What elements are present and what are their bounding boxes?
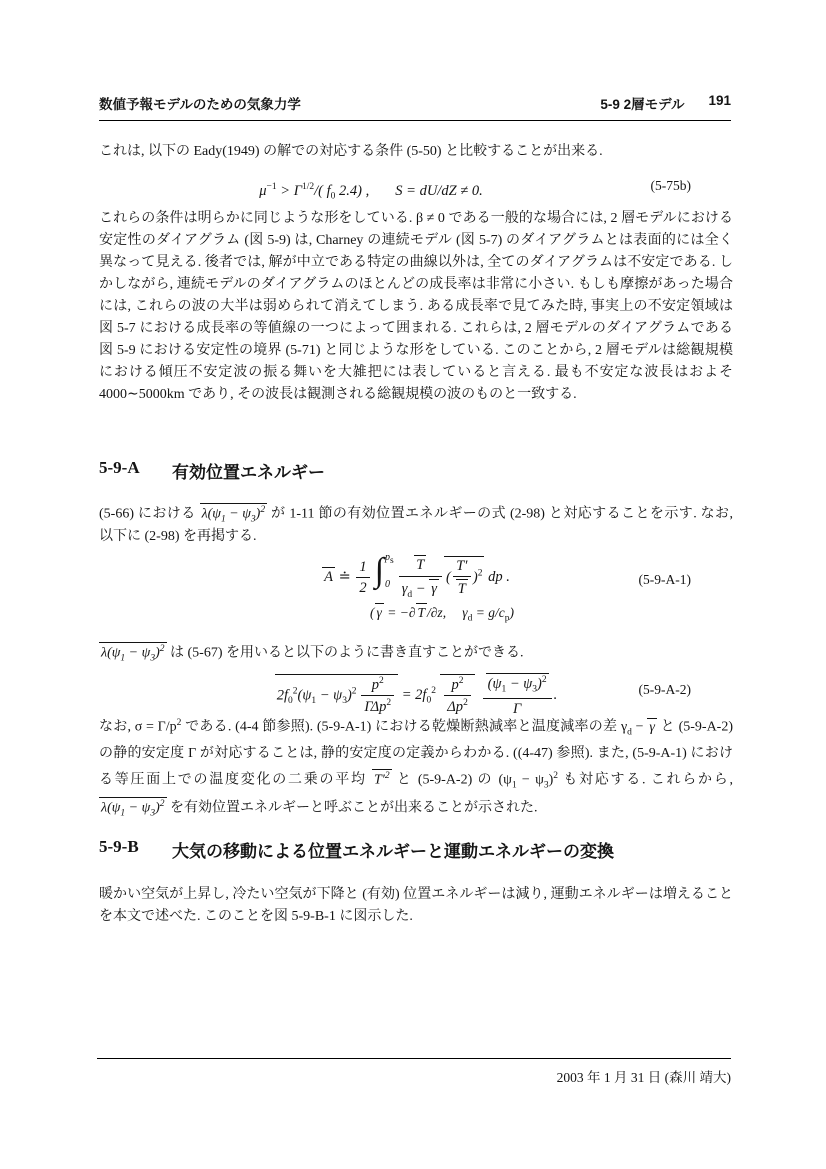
- section-b-title: 大気の移動による位置エネルギーと運動エネルギーの変換: [172, 842, 614, 861]
- equation-5-9-a-1-column: [99, 552, 733, 624]
- page-header: [99, 93, 731, 121]
- section-a-paragraph-3: なお, $\sigma = \Gamma/p^2$ である. (4-4 節参照). (5-9-A-1) における乾燥断熱減率と温度減率の差 $\gamma_d - \gamma$ と (5-9-A-2) の静的安定度 Γ が対応することは, 静的安定度の定義からわかる. ((4-47) 参照). また, (5-9-A-1) における等圧面上での温度変化の二乗の平均 $T'^2$ と (5-9-A-2) の $(\psi_1 - \psi_3)^2$ も対応する. これらから, $\lambda(\psi_1 - \psi_3)^2$ を有効位置エネルギーと呼ぶことが出来ることが示された.: [99, 718, 737, 819]
- book-title: 数値予報モデルのための気象力学: [99, 97, 301, 112]
- equation-5-9-a-2-math: $2f_0^2(\psi_1 - \psi_3)^2$ $\frac{p^2}{\Gamma\Delta p^2}$ = $2f_0^2$ $\frac{p^2}{\Delta p^2}$ $\frac{(\psi_1 - \psi_3)^2}{\Gamma}$ .: [276, 675, 558, 717]
- section-b-paragraph-1: 暖かい空気が上昇し, 冷たい空気が下降と (有効) 位置エネルギーは減り, 運動エネルギーは増えることを本文で述べた. このことを図 5-9-B-1 に図示した.: [99, 887, 733, 924]
- section-a-paragraph-1: (5-66) における $\lambda(\psi_1 - \psi_3)^2$ が 1-11 節の有効位置エネルギーの式 (2-98) と対応することを示す. なお, 以下に (2-98) を再掲する.: [99, 505, 737, 544]
- section-a-number: 5-9-A: [99, 458, 140, 477]
- page-number: 191: [708, 93, 731, 108]
- footer-date-author: 2003 年 1 月 31 日 (森川 靖大): [556, 1070, 731, 1085]
- section-a-heading: [99, 458, 733, 483]
- equation-5-9-a-2-tag: (5-9-A-2): [638, 682, 691, 697]
- header-right: [600, 93, 731, 113]
- equation-5-9-a-1: [99, 552, 733, 624]
- page-footer: [99, 1066, 731, 1086]
- equation-5-9-a-1-condition: ( γ = −∂ T /∂z, $\gamma_d = g/c_p$): [370, 605, 514, 625]
- equation-5-9-a-1-tag: (5-9-A-1): [638, 572, 691, 587]
- equation-5-75b-tag: (5-75b): [650, 178, 691, 193]
- equation-5-75b: [99, 172, 733, 202]
- section-a-title: 有効位置エネルギー: [172, 463, 325, 482]
- section-b-heading: [99, 837, 733, 862]
- equation-5-75b-math: $\mu^{-1} > \Gamma^{1/2}/$( $f_0$ 2.4) , S = dU/dZ ≠ 0.: [259, 182, 483, 202]
- intro-paragraph-1: これは, 以下の Eady(1949) の解での対応する条件 (5-50) と比較することが出来る.: [99, 144, 603, 159]
- intro-paragraph-2: これらの条件は明らかに同じような形をしている. β ≠ 0 である一般的な場合には, 2 層モデルにおける安定性のダイアグラム (図 5-9) は, Charney の連続モデル (図 5-7) のダイアグラムとは表面的には全く異なって見える. 後者では, 解が中立である特定の曲線以外は, 全てのダイアグラムは不安定である. しかしながら, 連続モデルのダイアグラムのほとんどの成長率は非常に小さい. もしも摩擦があった場合には, これらの波の大半は弱められて消えてしまう. ある成長率で見てみた時, 事実上の不安定領域は図 5-7 における成長率の等値線の一つによって囲まれる. これらは, 2 層モデルのダイアグラムである図 5-9 における安定性の境界 (5-71) と同じような形をしている. このことから, 2 層モデルは総観規模における傾圧不安定波の振る舞いを大雑把には表していると言える. 最も不安定な波長はおよそ 4000∼5000km であり, その波長は観測される総観規模の波のものと一致する.: [99, 211, 733, 402]
- section-b-number: 5-9-B: [99, 837, 139, 856]
- footer-rule: [97, 1058, 731, 1059]
- equation-5-9-a-1-math: A ≐ $\frac{1}{2}$ ∫ $p_s$ 0 $\frac{T}{\gamma_d - \gamma}$ ( $\frac{T'}{T}$ )$^2$ dp .: [324, 552, 510, 600]
- section-a-paragraph-2: $\lambda(\psi_1 - \psi_3)^2$ は (5-67) を用いると以下のように書き直すことができる.: [101, 644, 524, 664]
- chapter-section-title: 5-9 2層モデル: [600, 97, 685, 112]
- equation-5-9-a-2: [99, 668, 733, 717]
